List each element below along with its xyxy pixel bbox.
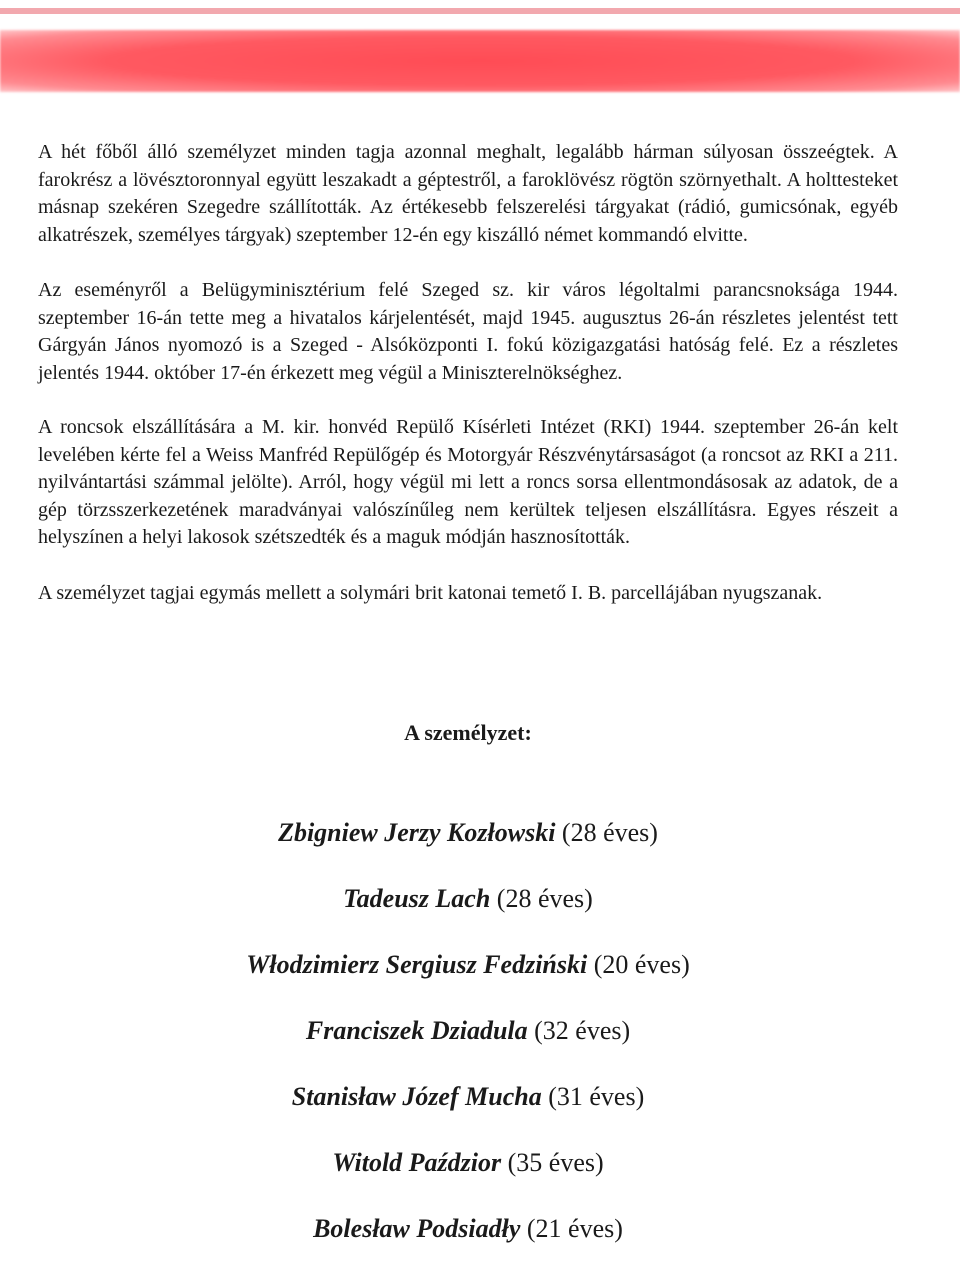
crew-member <box>0 880 936 946</box>
crew-member-age: (21 éves) <box>526 1214 623 1243</box>
document-body <box>38 139 898 607</box>
top-divider-line <box>0 8 960 14</box>
crew-member-age: (20 éves) <box>593 950 690 979</box>
crew-member-age: (28 éves) <box>561 818 658 847</box>
crew-member <box>0 946 936 1012</box>
crew-member-age: (35 éves) <box>507 1148 604 1177</box>
crew-list <box>0 814 936 1276</box>
crew-member <box>0 1144 936 1210</box>
crew-member-name: Zbigniew Jerzy Kozłowski <box>278 818 556 847</box>
header-banner <box>0 30 960 92</box>
crew-member-age: (32 éves) <box>534 1016 631 1045</box>
crew-member-name: Stanisław Józef Mucha <box>291 1082 542 1111</box>
crew-member-age: (28 éves) <box>496 884 593 913</box>
crew-member <box>0 1210 936 1276</box>
paragraph-wreck-removal: A roncsok elszállítására a M. kir. honvéd Repülő Kísérleti Intézet (RKI) 1944. szeptember 26-án kelt levelében kérte fel a Weiss Manfréd Repülőgép és Motorgyár Részvénytársaságot (a roncsot az RKI a 211. nyilvántartási számmal jelölte). Arról, hogy végül mi lett a roncs sorsa ellentmondásosak az adatok, de a gép törzsszerkezetének maradványai valószínűleg nem kerültek teljesen elszállításra. Egyes részeit a helyszínen a helyi lakosok szétszedték és a maguk módján hasznosították. <box>38 416 898 548</box>
crew-member <box>0 1012 936 1078</box>
crew-member-name: Bolesław Podsiadły <box>313 1214 521 1243</box>
crew-member-name: Franciszek Dziadula <box>305 1016 528 1045</box>
paragraph-crash-aftermath: A hét főből álló személyzet minden tagja azonnal meghalt, legalább hárman súlyosan összeégtek. A farokrész a lövésztoronnyal együtt leszakadt a géptestről, a faroklövész rögtön szörnyethalt. A holttesteket másnap szekéren Szegedre szállították. Az értékesebb felszerelési tárgyakat (rádió, gumicsónak, egyéb alkatrészek, személyes tárgyak) szeptember 12-én egy kiszálló német kommandó elvitte. <box>38 141 898 246</box>
crew-member-name: Witold Paździor <box>332 1148 502 1177</box>
crew-member <box>0 814 936 880</box>
paragraph-official-report: Az eseményről a Belügyminisztérium felé Szeged sz. kir város légoltalmi parancsnoksága 1944. szeptember 16-án tette meg a hivatalos kárjelentését, majd 1945. augusztus 26-án részletes jelentést tett Gárgyán János nyomozó is a Szeged - Alsóközponti I. fokú közigazgatási hatóság felé. Ez a részletes jelentés 1944. október 17-én érkezett meg végül a Miniszterelnökséghez. <box>38 279 898 384</box>
crew-member-name: Włodzimierz Sergiusz Fedziński <box>246 950 588 979</box>
crew-section-title: A személyzet: <box>404 720 532 745</box>
crew-member-name: Tadeusz Lach <box>343 884 491 913</box>
paragraph-burial: A személyzet tagjai egymás mellett a solymári brit katonai temető I. B. parcellájában nyugszanak. <box>38 581 823 604</box>
crew-member-age: (31 éves) <box>548 1082 645 1111</box>
crew-member <box>0 1078 936 1144</box>
